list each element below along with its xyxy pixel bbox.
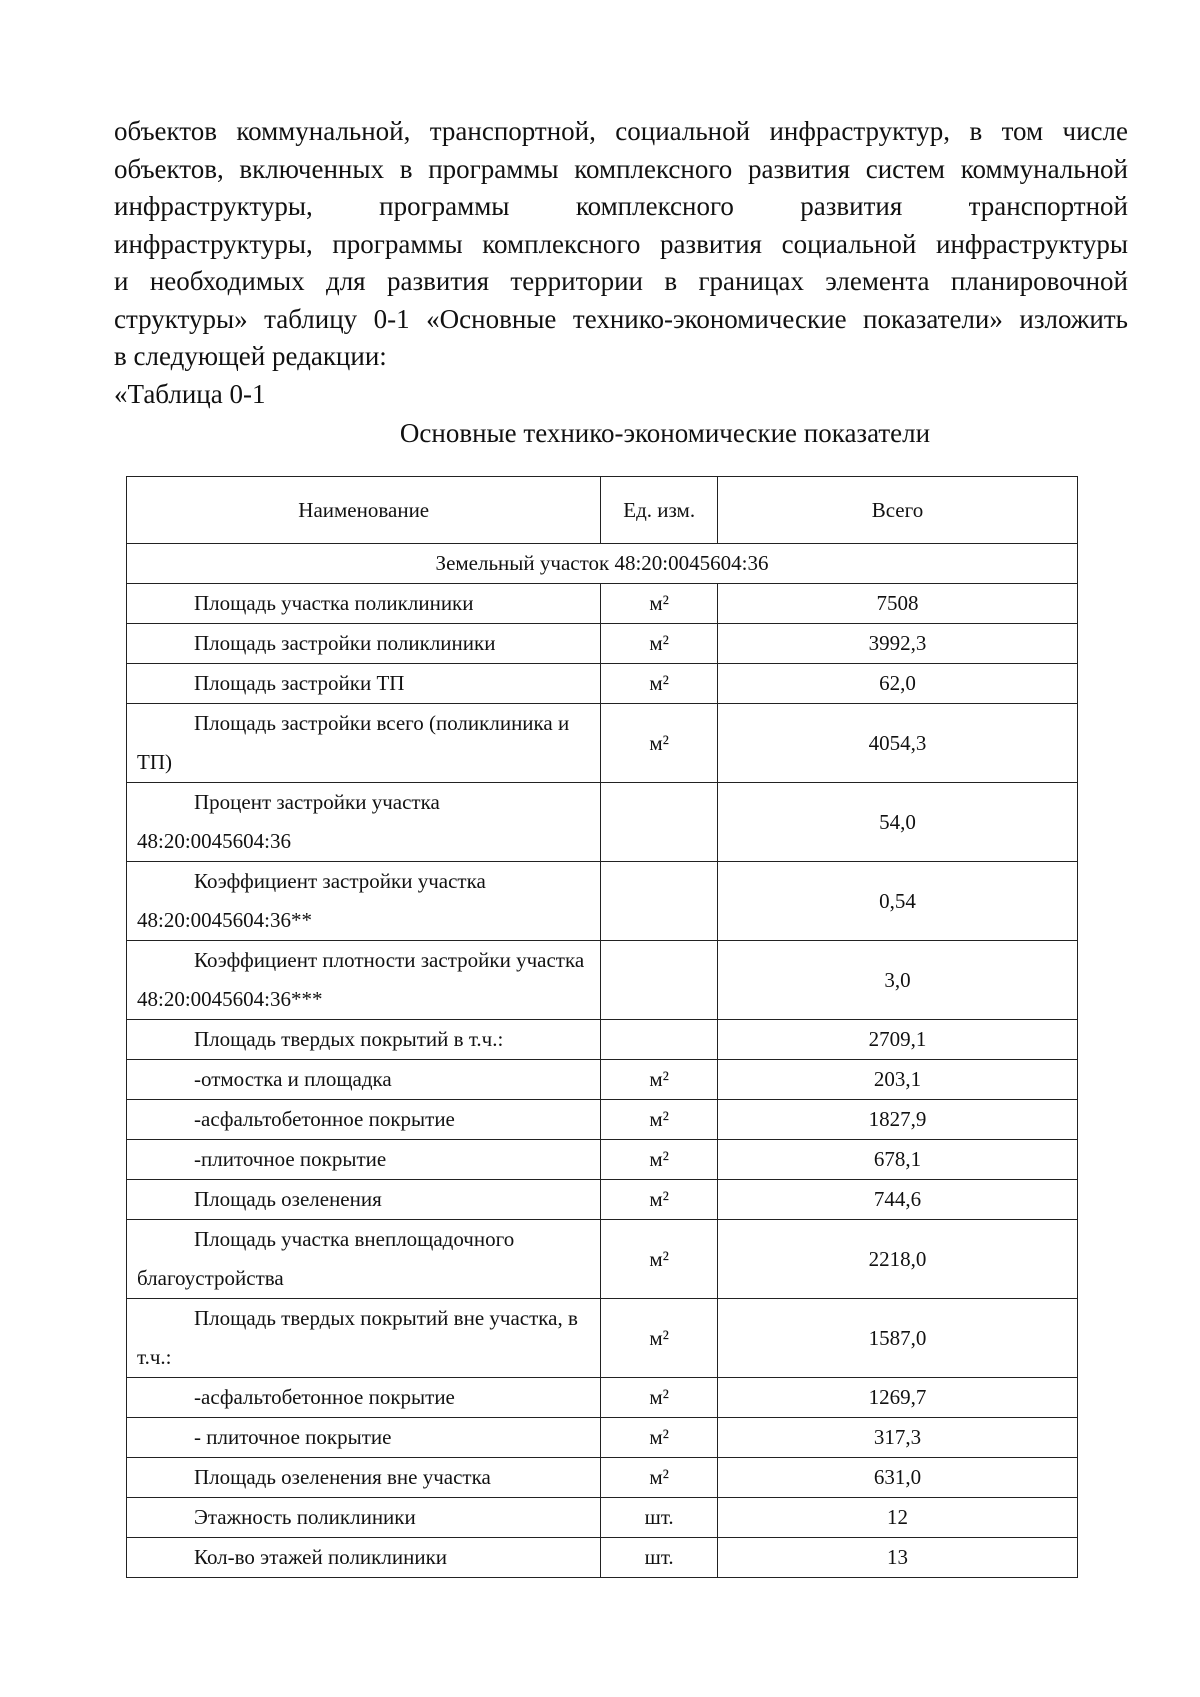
header-unit: Ед. изм. <box>601 477 717 544</box>
row-total: 13 <box>717 1538 1077 1578</box>
indicators-table <box>126 476 1078 1578</box>
row-total: 678,1 <box>717 1140 1077 1180</box>
row-unit: шт. <box>601 1498 717 1538</box>
table-row <box>127 664 1078 704</box>
row-unit: шт. <box>601 1538 717 1578</box>
intro-line: объектов, включенных в программы комплексного развития систем коммунальной <box>114 153 1128 184</box>
table-row <box>127 941 1078 1020</box>
intro-line: и необходимых для развития территории в границах элемента планировочной <box>114 266 1128 296</box>
row-total: 2218,0 <box>717 1220 1077 1299</box>
row-name: Площадь участка внеплощадочного благоустройства <box>127 1220 601 1299</box>
table-row <box>127 1100 1078 1140</box>
intro-line: объектов коммунальной, транспортной, социальной инфраструктур, в том числе <box>114 116 1128 146</box>
row-unit: м² <box>601 1180 717 1220</box>
intro-line: структуры» таблицу 0-1 «Основные технико-экономические показатели» изложить <box>114 303 1128 334</box>
row-unit: м² <box>601 624 717 664</box>
table-row <box>127 1020 1078 1060</box>
row-total: 12 <box>717 1498 1077 1538</box>
row-unit <box>601 1020 717 1060</box>
row-name: -асфальтобетонное покрытие <box>127 1100 601 1140</box>
section-title: Земельный участок 48:20:0045604:36 <box>127 544 1078 584</box>
table-row <box>127 783 1078 862</box>
row-name: Площадь твердых покрытий в т.ч.: <box>127 1020 601 1060</box>
row-unit: м² <box>601 1140 717 1180</box>
row-total: 3,0 <box>717 941 1077 1020</box>
table-header-row <box>127 477 1078 544</box>
row-unit: м² <box>601 1458 717 1498</box>
table-row <box>127 1418 1078 1458</box>
row-total: 2709,1 <box>717 1020 1077 1060</box>
row-name: Кол-во этажей поликлиники <box>127 1538 601 1578</box>
intro-paragraph <box>114 113 1128 376</box>
row-total: 1269,7 <box>717 1378 1077 1418</box>
row-name: - плиточное покрытие <box>127 1418 601 1458</box>
row-name: -асфальтобетонное покрытие <box>127 1378 601 1418</box>
header-total: Всего <box>717 477 1077 544</box>
intro-line: в следующей редакции: <box>114 341 387 371</box>
row-unit: м² <box>601 1220 717 1299</box>
row-total: 62,0 <box>717 664 1077 704</box>
table-row <box>127 862 1078 941</box>
row-name: Площадь озеленения <box>127 1180 601 1220</box>
row-total: 317,3 <box>717 1418 1077 1458</box>
intro-line: инфраструктуры, программы комплексного развития транспортной <box>114 191 1128 221</box>
table-row <box>127 1378 1078 1418</box>
table-row <box>127 1060 1078 1100</box>
row-unit: м² <box>601 584 717 624</box>
header-name: Наименование <box>127 477 601 544</box>
row-name: Площадь застройки поликлиники <box>127 624 601 664</box>
row-name: Площадь застройки ТП <box>127 664 601 704</box>
row-total: 3992,3 <box>717 624 1077 664</box>
row-name: -плиточное покрытие <box>127 1140 601 1180</box>
table-row <box>127 1458 1078 1498</box>
row-total: 54,0 <box>717 783 1077 862</box>
row-name: Этажность поликлиники <box>127 1498 601 1538</box>
table-row <box>127 624 1078 664</box>
table-row <box>127 1538 1078 1578</box>
row-unit <box>601 862 717 941</box>
row-unit: м² <box>601 1060 717 1100</box>
table-row <box>127 704 1078 783</box>
table-row <box>127 1140 1078 1180</box>
row-unit: м² <box>601 1418 717 1458</box>
row-unit: м² <box>601 704 717 783</box>
row-total: 744,6 <box>717 1180 1077 1220</box>
row-unit: м² <box>601 1378 717 1418</box>
row-name: Площадь озеленения вне участка <box>127 1458 601 1498</box>
row-unit <box>601 783 717 862</box>
intro-line: инфраструктуры, программы комплексного развития социальной инфраструктуры <box>114 228 1128 259</box>
row-name: Процент застройки участка 48:20:0045604:36 <box>127 783 601 862</box>
row-unit: м² <box>601 664 717 704</box>
row-unit: м² <box>601 1299 717 1378</box>
row-total: 4054,3 <box>717 704 1077 783</box>
section-row <box>127 544 1078 584</box>
table-row <box>127 1220 1078 1299</box>
table-row <box>127 584 1078 624</box>
row-total: 0,54 <box>717 862 1077 941</box>
row-unit <box>601 941 717 1020</box>
table-label: «Таблица 0-1 <box>114 379 266 409</box>
row-total: 203,1 <box>717 1060 1077 1100</box>
row-name: Площадь участка поликлиники <box>127 584 601 624</box>
row-total: 7508 <box>717 584 1077 624</box>
row-name: -отмостка и площадка <box>127 1060 601 1100</box>
table-row <box>127 1498 1078 1538</box>
row-total: 631,0 <box>717 1458 1077 1498</box>
row-unit: м² <box>601 1100 717 1140</box>
row-name: Площадь твердых покрытий вне участка, в т.ч.: <box>127 1299 601 1378</box>
table-row <box>127 1180 1078 1220</box>
table-title-text: Основные технико-экономические показатели <box>399 418 931 448</box>
row-total: 1587,0 <box>717 1299 1077 1378</box>
row-name: Коэффициент застройки участка 48:20:0045604:36** <box>127 862 601 941</box>
table-title <box>0 415 1200 453</box>
row-name: Коэффициент плотности застройки участка 48:20:0045604:36*** <box>127 941 601 1020</box>
table-row <box>127 1299 1078 1378</box>
row-name: Площадь застройки всего (поликлиника и ТП) <box>127 704 601 783</box>
row-total: 1827,9 <box>717 1100 1077 1140</box>
